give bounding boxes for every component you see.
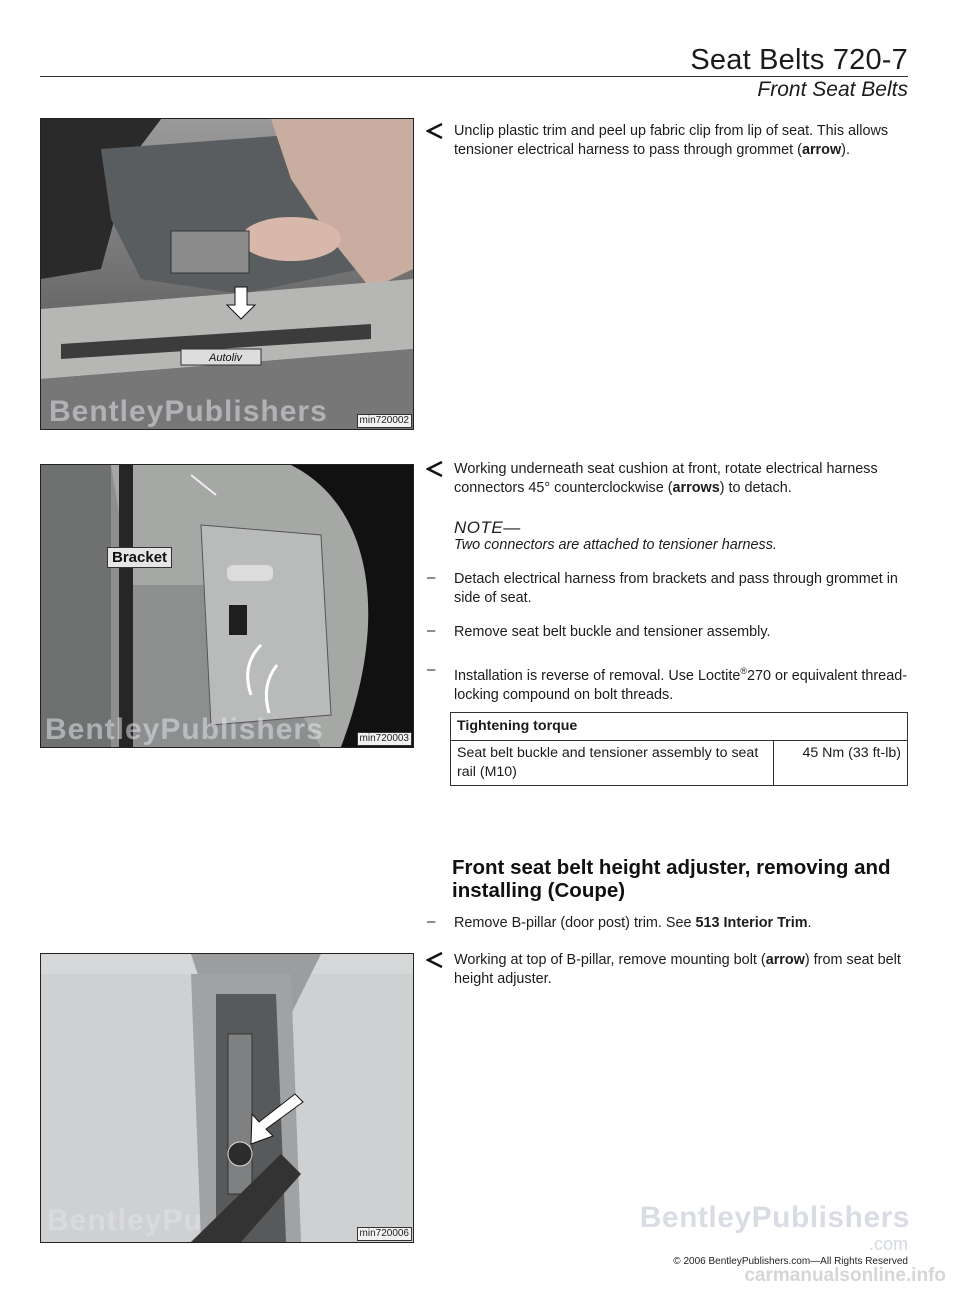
- pointer-arrow-icon: [426, 122, 444, 140]
- photo-id: min720006: [357, 1227, 412, 1241]
- publisher-logo-com: .com: [868, 1234, 908, 1254]
- photo-watermark: BentleyPublishers: [49, 395, 328, 428]
- source-watermark: carmanualsonline.info: [744, 1265, 946, 1286]
- photo-watermark: BentleyPublishers: [45, 713, 324, 746]
- step-remove-b-pillar-trim: Remove B-pillar (door post) trim. See 513 Interior Trim.: [454, 915, 812, 931]
- table-row: [451, 741, 908, 786]
- pointer-arrow-icon: [426, 460, 444, 478]
- pointer-arrow-icon: [426, 951, 444, 969]
- section-heading: Front seat belt height adjuster, removing and installing (Coupe): [452, 856, 891, 902]
- step-dash: –: [427, 569, 436, 586]
- torque-table-header: Tightening torque: [451, 713, 908, 741]
- note-heading: NOTE—: [454, 518, 521, 537]
- header-rule: [40, 76, 908, 77]
- bracket-callout: Bracket: [107, 547, 172, 568]
- step-remove-mounting-bolt: Working at top of B-pillar, remove mounting bolt (arrow) from seat belt height adjuster.: [454, 952, 901, 987]
- page-subtitle: Front Seat Belts: [757, 78, 908, 101]
- step-installation: Installation is reverse of removal. Use Loctite®270 or equivalent thread-locking compound on bolt threads.: [454, 666, 907, 703]
- step-detach-harness: Detach electrical harness from brackets and pass through grommet in side of seat.: [454, 571, 898, 606]
- page-title: Seat Belts 720-7: [690, 44, 908, 76]
- publisher-logo: BentleyPublishers: [639, 1201, 910, 1234]
- step-unclip-trim: Unclip plastic trim and peel up fabric clip from lip of seat. This allows tensioner electrical harness to pass through grommet (arrow).: [454, 123, 889, 158]
- torque-value: 45 Nm (33 ft-lb): [774, 741, 908, 786]
- step-dash: –: [427, 661, 436, 678]
- photo-harness-connectors: [40, 464, 414, 748]
- photo-id: min720003: [357, 732, 412, 746]
- note-body: Two connectors are attached to tensioner harness.: [454, 537, 777, 553]
- photo-seat-trim: [40, 118, 414, 430]
- torque-item: Seat belt buckle and tensioner assembly to seat rail (M10): [451, 741, 774, 786]
- step-dash: –: [427, 913, 436, 930]
- step-dash: –: [427, 622, 436, 639]
- copyright: © 2006 BentleyPublishers.com—All Rights Reserved: [673, 1256, 908, 1267]
- photo-id: min720002: [357, 414, 412, 428]
- step-remove-buckle: Remove seat belt buckle and tensioner assembly.: [454, 624, 771, 640]
- photo-watermark: BentleyPu: [47, 1204, 203, 1237]
- step-rotate-connectors: Working underneath seat cushion at front, rotate electrical harness connectors 45° counterclockwise (arrows) to detach.: [454, 461, 878, 496]
- torque-table: [450, 712, 908, 786]
- photo-b-pillar: [40, 953, 414, 1243]
- autoliv-decal: Autoliv: [209, 352, 243, 364]
